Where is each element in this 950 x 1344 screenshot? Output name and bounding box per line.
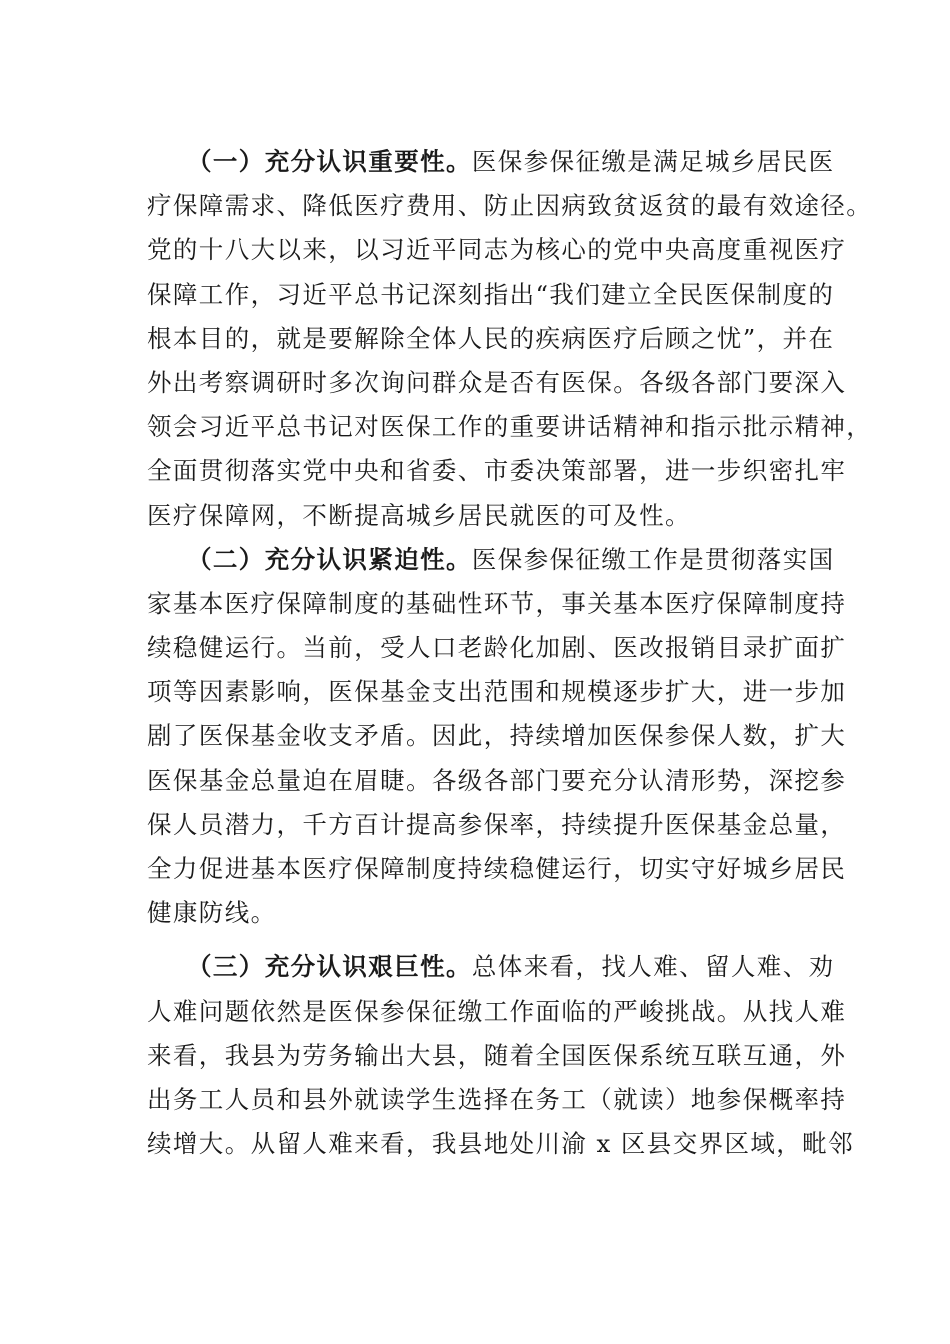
paragraph-2-line-1: （二）充分认识紧迫性。医保参保征缴工作是贯彻落实国 — [187, 544, 835, 574]
paragraph-3-line-2: 人难问题依然是医保参保征缴工作面临的严峻挑战。从找人难 — [147, 996, 847, 1026]
paragraph-2-line-7: 保人员潜力，千方百计提高参保率，持续提升医保基金总量， — [147, 809, 847, 839]
paragraph-1-line-9: 医疗保障网，不断提高城乡居民就医的可及性。 — [147, 500, 691, 530]
paragraph-2-line-6: 医保基金总量迫在眉睫。各级各部门要充分认清形势，深挖参 — [147, 765, 847, 795]
paragraph-2-line-8: 全力促进基本医疗保障制度持续稳健运行，切实守好城乡居民 — [147, 854, 847, 883]
paragraph-gap — [147, 935, 827, 945]
document-body — [147, 140, 873, 1166]
paragraph-1-line-4: 保障工作，习近平总书记深刻指出“我们建立全民医保制度的 — [147, 279, 835, 309]
paragraph-2-line-3: 续稳健运行。当前，受人口老龄化加剧、医改报销目录扩面扩 — [147, 633, 847, 663]
paragraph-2-line-2: 家基本医疗保障制度的基础性环节，事关基本医疗保障制度持 — [147, 588, 847, 618]
paragraph-2-line-9: 健康防线。 — [147, 898, 277, 928]
paragraph-3-line-5: 续增大。从留人难来看，我县地处川渝 x 区县交界区域，毗邻 — [147, 1129, 854, 1159]
section-2-heading: （二）充分认识紧迫性。 — [187, 544, 472, 574]
paragraph-1-line-8: 全面贯彻落实党中央和省委、市委决策部署，进一步织密扎牢 — [147, 456, 847, 486]
paragraph-2-line-4: 项等因素影响，医保基金支出范围和规模逐步扩大，进一步加 — [147, 677, 847, 707]
paragraph-2-line-5: 剧了医保基金收支矛盾。因此，持续增加医保参保人数，扩大 — [147, 721, 847, 751]
paragraph-1-line-1: （一）充分认识重要性。医保参保征缴是满足城乡居民医 — [187, 147, 835, 176]
paragraph-1-line-3: 党的十八大以来，以习近平同志为核心的党中央高度重视医疗 — [147, 235, 847, 265]
paragraph-3-line-3: 来看，我县为劳务输出大县，随着全国医保系统互联互通，外 — [147, 1040, 847, 1070]
paragraph-1-line-5: 根本目的，就是要解除全体人民的疾病医疗后顾之忧”，并在 — [147, 323, 835, 353]
paragraph-1-line-7: 领会习近平总书记对医保工作的重要讲话精神和指示批示精神， — [147, 412, 873, 442]
paragraph-3-line-4: 出务工人员和县外就读学生选择在务工（就读）地参保概率持 — [147, 1084, 847, 1114]
paragraph-3-line-1: （三）充分认识艰巨性。总体来看，找人难、留人难、劝 — [187, 952, 835, 982]
section-3-heading: （三）充分认识艰巨性。 — [187, 952, 472, 982]
paragraph-1-line-6: 外出考察调研时多次询问群众是否有医保。各级各部门要深入 — [147, 367, 847, 397]
paragraph-1-line-2: 疗保障需求、降低医疗费用、防止因病致贫返贫的最有效途径。 — [147, 191, 873, 221]
section-1-heading: （一）充分认识重要性。 — [187, 147, 472, 176]
